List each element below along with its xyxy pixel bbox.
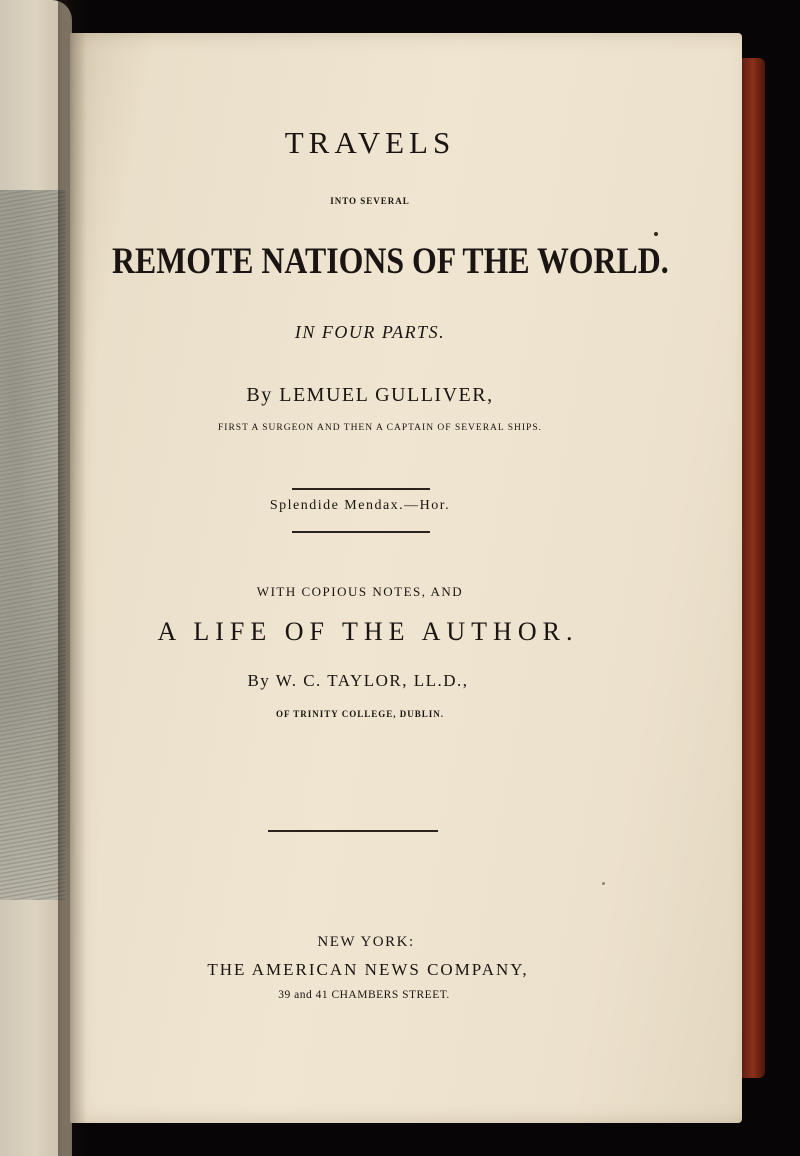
imprint-city: NEW YORK: — [317, 934, 415, 950]
imprint-publisher: THE AMERICAN NEWS COMPANY, — [207, 960, 529, 979]
motto: Splendide Mendax.—Hor. — [269, 498, 451, 513]
book-title: TRAVELS — [284, 125, 456, 160]
title-connector: INTO SEVERAL — [330, 196, 410, 206]
paper-speck — [602, 882, 605, 885]
editor-affiliation: OF TRINITY COLLEGE, DUBLIN. — [276, 709, 444, 719]
divider-rule-top — [292, 488, 430, 490]
gutter-shadow — [58, 0, 86, 1156]
title-page — [70, 33, 742, 1123]
divider-rule-bottom — [292, 531, 430, 533]
editor-line: By W. C. TAYLOR, LL.D., — [247, 671, 469, 690]
author-description: FIRST A SURGEON AND THEN A CAPTAIN OF SEVERAL SHIPS. — [218, 423, 542, 433]
imprint-divider-rule — [268, 830, 438, 832]
notes-line: WITH COPIOUS NOTES, AND — [256, 584, 464, 599]
parts-line: IN FOUR PARTS. — [294, 322, 446, 342]
imprint-address: 39 and 41 CHAMBERS STREET. — [278, 989, 450, 1001]
life-of-author-line: A LIFE OF THE AUTHOR. — [157, 617, 579, 646]
book-subtitle: REMOTE NATIONS OF THE WORLD. — [112, 241, 669, 282]
frontispiece-engraving — [0, 190, 66, 900]
paper-speck — [654, 232, 658, 236]
author-line: By LEMUEL GULLIVER, — [246, 384, 494, 406]
